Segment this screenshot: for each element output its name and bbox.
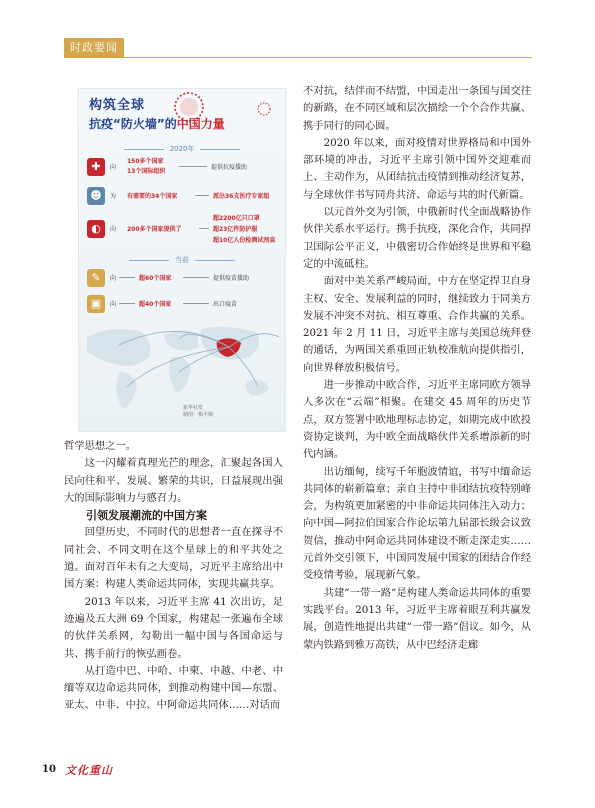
arrow-icon: [119, 277, 135, 278]
paragraph: 共建“一带一路”是构建人类命运共同体的重要实践平台。2013 年，习近平主席着眼互利共赢发展，创造性地提出共建“一带一路”倡议。如今，从蒙内铁路到雅万高铁，从中巴经济走廊: [303, 586, 531, 651]
info-row-result: 超2200亿只口罩: [213, 215, 260, 222]
paragraph: 2013 年以来，习近平主席 41 次出访，足迹遍及五大洲 69 个国家，构建起一张遍布全球的伙伴关系网，勾勒出一幅中国与各国命运与共、携手前行的恢弘画卷。: [64, 595, 283, 660]
info-row-1: [87, 156, 279, 182]
infographic-title: [89, 97, 279, 133]
paragraph: 2020 年以来，面对疫情对世界格局和中国外部环境的冲击，习近平主席引领中国外交迎难而上、主动作为，从团结抗击疫情到推动经济复苏，与全球伙伴书写同舟共济、命运与共的时代新篇。: [303, 136, 531, 201]
infographic-title-line2: [89, 115, 279, 133]
section-heading: 引领发展潮流的中国方案: [86, 509, 207, 523]
info-row-line: 超60个国家: [139, 275, 172, 282]
info-row-result: 出口疫苗: [213, 301, 238, 308]
info-row-result: 超10亿人份检测试剂盒: [213, 237, 276, 244]
info-row-line: 13个国际组织: [127, 168, 166, 175]
info-row-prefix: 向: [110, 226, 117, 233]
arrow-icon: [183, 303, 209, 304]
paragraph: 进一步推动中欧合作，习近平主席同欧方领导人多次在“云端”相聚。在建交 45 周年的历史节点，双方签署中欧地理标志协定，如期完成中欧投资协定谈判，为中欧全面战略伙伴关系增添新的时代内涵。: [303, 379, 531, 461]
infographic-title-line1: 构筑全球: [89, 98, 146, 113]
right-column: [303, 83, 531, 654]
mask-icon: ◐: [87, 220, 105, 238]
arrow-icon: [195, 195, 209, 196]
info-row-prefix: 向: [110, 301, 117, 308]
section-now-label: 当前: [79, 255, 285, 265]
info-row-2: [87, 185, 279, 211]
info-row-result: 提供疫苗援助: [213, 275, 250, 282]
info-row-prefix: 向: [110, 275, 117, 282]
left-column: [64, 438, 283, 715]
world-map: [79, 317, 286, 417]
page-number: 10: [42, 764, 56, 775]
info-row-3: [87, 211, 279, 249]
section-rule: [64, 57, 532, 58]
infographic: [78, 88, 286, 432]
info-row-5: [87, 293, 279, 319]
info-row-line: 超40个国家: [139, 301, 172, 308]
paragraph: 回望历史，不同时代的思想者一直在探寻不同社会、不同文明在这个星球上的和平共处之道。面对百年未有之大变局，习近平主席给出中国方案：构建人类命运共同体，实现共赢共享。: [64, 526, 283, 591]
medical-cross-icon: ✚: [87, 158, 105, 176]
paragraph: 从打造中巴、中哈、中柬、中越、中老、中缅等双边命运共同体，到推动构建中国—东盟、亚太、中非、中拉、中阿命运共同体……对话而: [64, 664, 283, 712]
syringe-icon: ✎: [87, 269, 105, 287]
paragraph: 面对中美关系严峻局面，中方在坚定捍卫自身主权、安全、发展利益的同时，继续致力于同美方发展不冲突不对抗、相互尊重、合作共赢的关系。2021 年 2 月 11 日，习近平主席与美国总统拜登的通话，为两国关系重回正轨校准航向提供指引，向世界释放积极信号。: [303, 275, 531, 374]
arrow-icon: [183, 277, 209, 278]
image-credit: 新华社发 制图：梅平顺: [183, 405, 214, 418]
paragraph: 出访缅甸，续写千年胞波情谊，书写中缅命运共同体的崭新篇章；亲自主持中非团结抗疫特别峰会，为构筑更加紧密的中非命运共同体注入动力；向中国—阿拉伯国家合作论坛第九届部长级会议致贺信，推动中阿命运共同体建设不断走深走实……元首外交引领下，中国同发展中国家的团结合作经受疫情考验，展现新气象。: [303, 465, 531, 582]
section-2020-label: 2020年: [79, 144, 285, 154]
info-row-prefix: 为: [110, 193, 117, 200]
arrow-icon: [119, 303, 135, 304]
paragraph: 这一闪耀着真理光芒的理念，汇聚起各国人民向往和平、发展、繁荣的共识，日益展现出强大的国际影响力与感召力。: [64, 457, 283, 504]
arrow-icon: [199, 228, 209, 229]
info-row-line: 150多个国家: [127, 158, 164, 165]
section-tag: 时政要闻: [64, 38, 124, 57]
title-part-b: 中国力量: [176, 117, 225, 131]
doctor-icon: ☻: [87, 187, 105, 205]
info-row-result: 提供抗疫援助: [211, 164, 248, 171]
info-row-result: 派出36支医疗专家组: [213, 193, 270, 200]
publication-logo: 文化重山: [65, 764, 113, 777]
info-row-line: 200多个国家提供了: [127, 226, 182, 233]
info-row-line: 有需要的34个国家: [127, 193, 178, 200]
info-row-4: [87, 267, 279, 293]
info-row-prefix: 向: [110, 164, 117, 171]
paragraph: 不对抗，结伴而不结盟，中国走出一条国与国交往的新路，在不同区域和层次描绘一个个合作共赢、携手同行的同心圆。: [303, 85, 531, 132]
vaccine-box-icon: ▣: [87, 295, 105, 313]
paragraph: 哲学思想之一。: [64, 440, 137, 452]
arrow-icon: [179, 166, 207, 167]
info-row-result: 超23亿件防护服: [213, 226, 258, 233]
title-part-a: 抗疫“防火墙”的: [89, 117, 177, 131]
paragraph: 以元首外交为引领，中俄新时代全面战略协作伙伴关系水平运行。携手抗疫，深化合作，共同捍卫国际公平正义，中俄密切合作始终是世界和平稳定的中流砥柱。: [303, 206, 531, 270]
